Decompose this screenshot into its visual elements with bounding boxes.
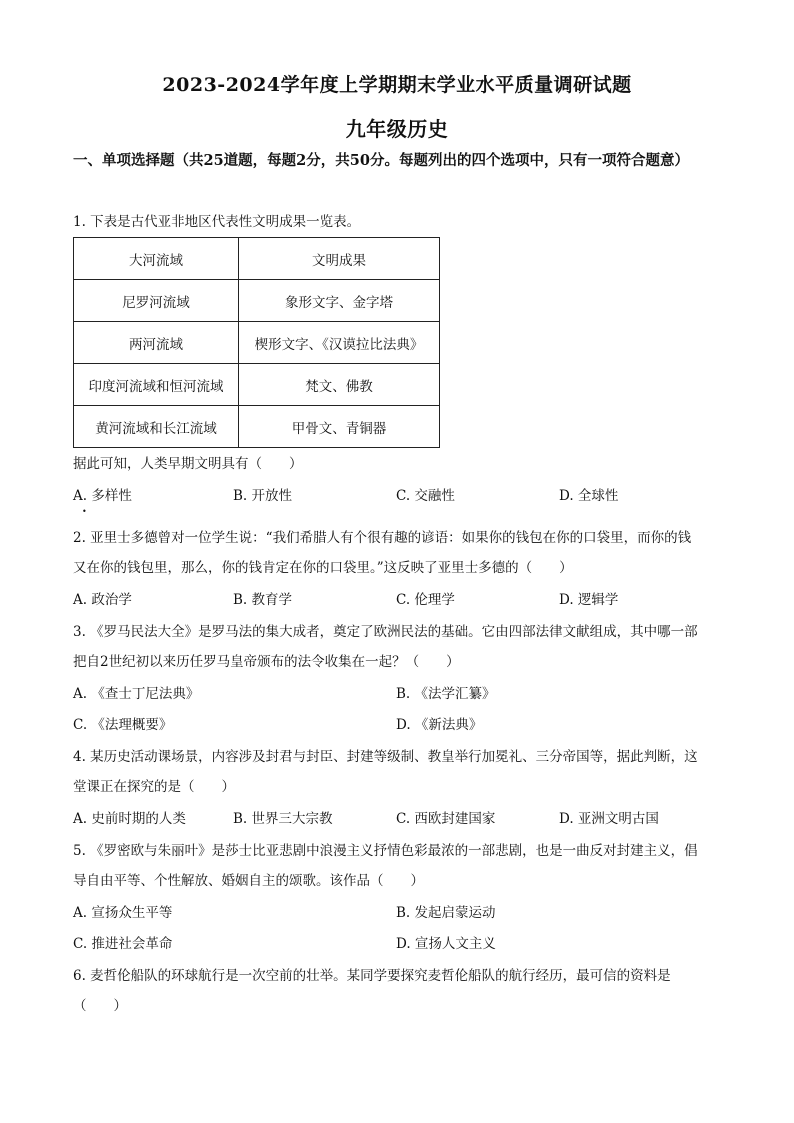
table-cell: 两河流域	[74, 322, 239, 364]
stray-dot: •	[82, 507, 87, 516]
q2-option-d: D. 逻辑学	[559, 592, 619, 608]
q1-prompt: 据此可知，人类早期文明具有（ ）	[73, 456, 303, 472]
q4-stem-line2: 堂课正在探究的是（ ）	[73, 779, 235, 795]
table-row	[74, 364, 440, 406]
table-cell: 象形文字、金字塔	[239, 280, 440, 322]
q4-stem-line1: 4. 某历史活动课场景，内容涉及封君与封臣、封建等级制、教皇举行加冕礼、三分帝国等，据此判断，这	[73, 749, 698, 765]
table-cell: 尼罗河流域	[74, 280, 239, 322]
q6-stem-line2: （ ）	[73, 998, 127, 1014]
q6-stem-line1: 6. 麦哲伦船队的环球航行是一次空前的壮举。某同学要探究麦哲伦船队的航行经历，最可信的资料是	[73, 968, 671, 984]
q1-option-b: B. 开放性	[233, 488, 293, 504]
q2-option-b: B. 教育学	[233, 592, 293, 608]
q3-stem-line2: 把自2世纪初以来历任罗马皇帝颁布的法令收集在一起？（ ）	[73, 654, 460, 670]
q2-option-c: C. 伦理学	[396, 592, 455, 608]
q4-option-a: A. 史前时期的人类	[73, 811, 186, 827]
q1-option-a: A. 多样性	[73, 488, 132, 504]
table-cell: 黄河流域和长江流域	[74, 406, 239, 448]
q4-option-b: B. 世界三大宗教	[233, 811, 333, 827]
table-row	[74, 406, 440, 448]
q4-option-c: C. 西欧封建国家	[396, 811, 496, 827]
q1-option-c: C. 交融性	[396, 488, 455, 504]
q1-stem: 1. 下表是古代亚非地区代表性文明成果一览表。	[73, 214, 361, 230]
q3-option-b: B. 《法学汇纂》	[396, 686, 496, 702]
q5-stem-line2: 导自由平等、个性解放、婚姻自主的颂歌。该作品（ ）	[73, 873, 424, 889]
table-row	[74, 322, 440, 364]
q5-option-a: A. 宣扬众生平等	[73, 905, 173, 921]
table-header-cell: 大河流域	[74, 238, 239, 280]
q2-option-a: A. 政治学	[73, 592, 132, 608]
q3-option-c: C. 《法理概要》	[73, 717, 173, 733]
q1-table	[73, 237, 440, 448]
q5-option-d: D. 宣扬人文主义	[396, 936, 496, 952]
exam-title: 2023-2024学年度上学期期末学业水平质量调研试题	[162, 74, 632, 96]
q3-option-a: A. 《查士丁尼法典》	[73, 686, 200, 702]
section-heading: 一、单项选择题（共25道题，每题2分，共50分。每题列出的四个选项中，只有一项符合题意）	[73, 152, 689, 169]
q2-stem-line1: 2. 亚里士多德曾对一位学生说：“我们希腊人有个很有趣的谚语：如果你的钱包在你的口袋里，而你的钱	[73, 530, 692, 546]
table-cell: 楔形文字、《汉谟拉比法典》	[239, 322, 440, 364]
table-cell: 甲骨文、青铜器	[239, 406, 440, 448]
q5-stem-line1: 5. 《罗密欧与朱丽叶》是莎士比亚悲剧中浪漫主义抒情色彩最浓的一部悲剧，也是一曲反对封建主义，倡	[73, 843, 698, 859]
exam-subject: 九年级历史	[345, 117, 449, 141]
q3-stem-line1: 3. 《罗马民法大全》是罗马法的集大成者，奠定了欧洲民法的基础。它由四部法律文献组成，其中哪一部	[73, 624, 698, 640]
table-cell: 梵文、佛教	[239, 364, 440, 406]
table-cell: 印度河流域和恒河流域	[74, 364, 239, 406]
table-row	[74, 280, 440, 322]
q1-option-d: D. 全球性	[559, 488, 619, 504]
table-header-row	[74, 238, 440, 280]
q4-option-d: D. 亚洲文明古国	[559, 811, 659, 827]
q3-option-d: D. 《新法典》	[396, 717, 483, 733]
q5-option-c: C. 推进社会革命	[73, 936, 173, 952]
table-header-cell: 文明成果	[239, 238, 440, 280]
q2-stem-line2: 又在你的钱包里，那么，你的钱肯定在你的口袋里。”这反映了亚里士多德的（ ）	[73, 560, 573, 576]
q5-option-b: B. 发起启蒙运动	[396, 905, 496, 921]
